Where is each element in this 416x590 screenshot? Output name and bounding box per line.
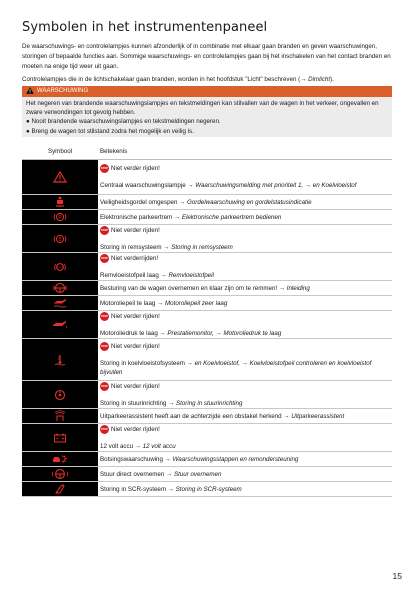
dimlicht-link[interactable]: → Dimlicht [300,76,331,83]
meaning-cell [98,409,392,423]
meaning-cell [98,339,392,380]
cross-reference-link[interactable]: → 12 volt accu [134,442,176,450]
stop-icon: STOP [100,226,109,235]
take-over-steering-icon [52,468,68,480]
symbol-cell [22,281,98,295]
meaning-label: Veiligheidsgordel omgespen [100,198,180,206]
stop-line [100,425,392,434]
warning-header [22,86,392,97]
cross-reference-link[interactable]: → Remvloeistofpeil [160,271,214,279]
stop-message: Niet verder rijden! [111,343,160,350]
cross-reference-link[interactable]: → Uitparkeerassistent [283,412,345,420]
warning-bullet: ● Breng de wagen tot stilstand zodra het mogelijk en veilig is. [26,127,194,135]
intro-lights-end: ). [330,76,334,83]
symbol-cell [22,482,98,496]
cross-reference-link[interactable]: → Storing in SCR-systeem [167,485,242,493]
cross-reference-link[interactable]: → Elektronische parkeertrem bedienen [173,213,282,221]
meaning-cell [98,296,392,310]
stop-icon: STOP [100,382,109,391]
meaning-cell [98,253,392,280]
stop-icon: STOP [100,342,109,351]
meaning-text [100,198,392,207]
meaning-label: Storing in koelvloeistofsysteem [100,360,187,367]
warning-body [22,97,392,137]
stop-line [100,312,392,321]
meaning-text [100,299,392,308]
symbol-cell [22,296,98,310]
meaning-cell [98,225,392,252]
stop-icon: STOP [100,425,109,434]
table-row [22,281,392,296]
takeover-icon [52,282,68,294]
stop-message: Niet verderrijden! [111,254,159,262]
column-header-symbol: Symbool [47,148,73,155]
meaning-label: Storing in stuurinrichting [100,399,169,407]
meaning-label: Storing in remsysteem [100,243,164,251]
cross-reference-link[interactable]: → en Koelvloeistof, → Koelvloeistofpeil controleren en koelvloeistof bijvullen [100,360,372,376]
steering-icon [52,389,68,401]
table-body [22,160,392,497]
scr-system-icon [52,483,68,495]
meaning-cell [98,467,392,481]
meaning-cell [98,160,392,194]
table-row [22,452,392,467]
meaning-label: Botsingswaarschuwing [100,455,165,463]
symbol-cell [22,467,98,481]
table-row [22,160,392,195]
symbol-cell [22,210,98,224]
meaning-text [100,284,392,293]
stop-message: Niet verder rijden! [111,312,160,320]
cross-reference-link[interactable]: → Inleiding [278,284,310,292]
cross-reference-link[interactable]: → Gordelwaarschuwing en gordelstatusindicatie [179,198,312,206]
stop-icon: STOP [100,254,109,263]
stop-message: Niet verder rijden! [111,425,160,433]
symbol-table [22,145,392,497]
park-assist-icon [52,410,68,422]
battery-icon [52,432,68,444]
table-row [22,467,392,482]
cross-reference-link[interactable]: → Motoroliepeil zeer laag [157,299,228,307]
meaning-cell [98,195,392,209]
symbol-cell [22,225,98,252]
collision-icon [52,453,68,465]
symbol-cell [22,381,98,408]
meaning-cell [98,452,392,466]
table-header [22,145,392,160]
meaning-label: Remvloeistofpeil laag [100,271,161,279]
warning-text: Het negeren van brandende waarschuwingslampjes en tekstmeldingen kan stilvallen van de wagen in het verkeer, ongevallen en zware verwondingen tot gevolg hebben. [26,100,379,117]
meaning-text [100,329,392,338]
cross-reference-link[interactable]: → Storing in stuurinrichting [168,399,243,407]
symbol-cell [22,160,98,194]
meaning-text [100,181,392,190]
meaning-text [100,399,392,408]
meaning-label: Besturing van de wagen overnemen en klaar zijn om te remmen! [100,284,279,292]
meaning-cell [98,424,392,451]
meaning-label: Motoroliedruk te laag [100,329,160,337]
table-row [22,482,392,497]
cross-reference-link[interactable]: → Storing in remsysteem [163,243,233,251]
page-title: Symbolen in het instrumentenpaneel [22,20,268,35]
symbol-cell [22,195,98,209]
brake-fluid-icon [52,261,68,273]
meaning-text [100,412,392,421]
symbol-cell [22,409,98,423]
table-row [22,409,392,424]
meaning-label: Elektronische parkeertrem [100,213,174,221]
symbol-cell [22,452,98,466]
meaning-text [100,359,392,377]
warning-triangle-icon [26,87,34,94]
table-row [22,296,392,311]
stop-message: Niet verder rijden! [111,382,160,390]
stop-line [100,254,392,263]
meaning-label: Storing in SCR-systeem [100,485,168,493]
meaning-label: Motoroliepeil te laag [100,299,158,307]
table-row [22,225,392,253]
meaning-cell [98,311,392,338]
intro-lights-text: Controlelampjes die in de lichtschakelaar gaan branden, worden in het hoofdstuk "Licht" beschreven ( [22,76,301,83]
cross-reference-link[interactable]: → Waarschuwingsstappen en remondersteuning [164,455,299,463]
page-number: 15 [392,571,402,581]
cross-reference-link[interactable]: → Prestatiemonitor, → Motoroliedruk te laag [159,329,282,337]
table-row [22,210,392,225]
symbol-cell [22,311,98,338]
meaning-text [100,271,392,280]
stop-line [100,226,392,235]
meaning-label: 12 volt accu [100,442,135,450]
intro-paragraph: De waarschuwings- en controlelampjes kunnen afzonderlijk of in combinatie met elkaar gaan branden en geven waarschuwingen, storingen of bepaalde functies aan. Sommige waarschuwings- en controlelampjes gaan bij het inschakelen van het contact branden en moeten na enige tijd weer uit gaan. [22,43,391,70]
stop-line [100,164,392,173]
symbol-cell [22,339,98,380]
stop-message: Niet verder rijden! [111,165,160,172]
table-row [22,339,392,381]
parking-brake-icon [52,211,68,223]
meaning-text [100,213,392,222]
meaning-cell [98,210,392,224]
cross-reference-link[interactable]: → Stuur overnemen [166,470,222,478]
warning-triangle-icon [52,171,68,183]
table-row [22,311,392,339]
symbol-cell [22,253,98,280]
meaning-text [100,485,392,494]
table-row [22,424,392,452]
oil-level-icon [52,297,68,309]
warning-label: WAARSCHUWING [37,88,89,94]
meaning-cell [98,381,392,408]
intro-lights-note [22,75,397,84]
warning-bullet: ● Nooit brandende waarschuwingslampjes en tekstmeldingen negeren. [26,118,221,126]
brake-system-icon [52,233,68,245]
meaning-cell [98,281,392,295]
svg-text:P: P [58,214,62,221]
meaning-label: Centraal waarschuwingslampje [100,182,188,189]
stop-icon: STOP [100,164,109,173]
meaning-cell [98,482,392,496]
table-row [22,381,392,409]
oil-pressure-icon [52,319,68,331]
meaning-label: Stuur direct overnemen [100,470,167,478]
table-row [22,195,392,210]
warning-bullet-text: Breng de wagen tot stilstand zodra het mogelijk en veilig is. [31,127,194,135]
column-header-meaning: Betekenis [100,148,128,155]
cross-reference-link[interactable]: → Waarschuwingsmelding met prioriteit 1, → en Koelvloeistof [187,182,357,189]
seatbelt-icon [52,196,68,208]
meaning-text [100,455,392,464]
coolant-icon [52,354,68,366]
meaning-text [100,243,392,252]
table-row [22,253,392,281]
stop-line [100,342,392,351]
stop-icon: STOP [100,312,109,321]
meaning-text [100,470,392,479]
meaning-text [100,442,392,451]
meaning-label: Uitparkeerassistent heeft aan de achterzijde een obstakel herkend [100,412,284,420]
warning-bullet-text: Nooit brandende waarschuwingslampjes en tekstmeldingen negeren. [31,118,221,126]
symbol-cell [22,424,98,451]
stop-line [100,382,392,391]
stop-message: Niet verder rijden! [111,226,160,234]
